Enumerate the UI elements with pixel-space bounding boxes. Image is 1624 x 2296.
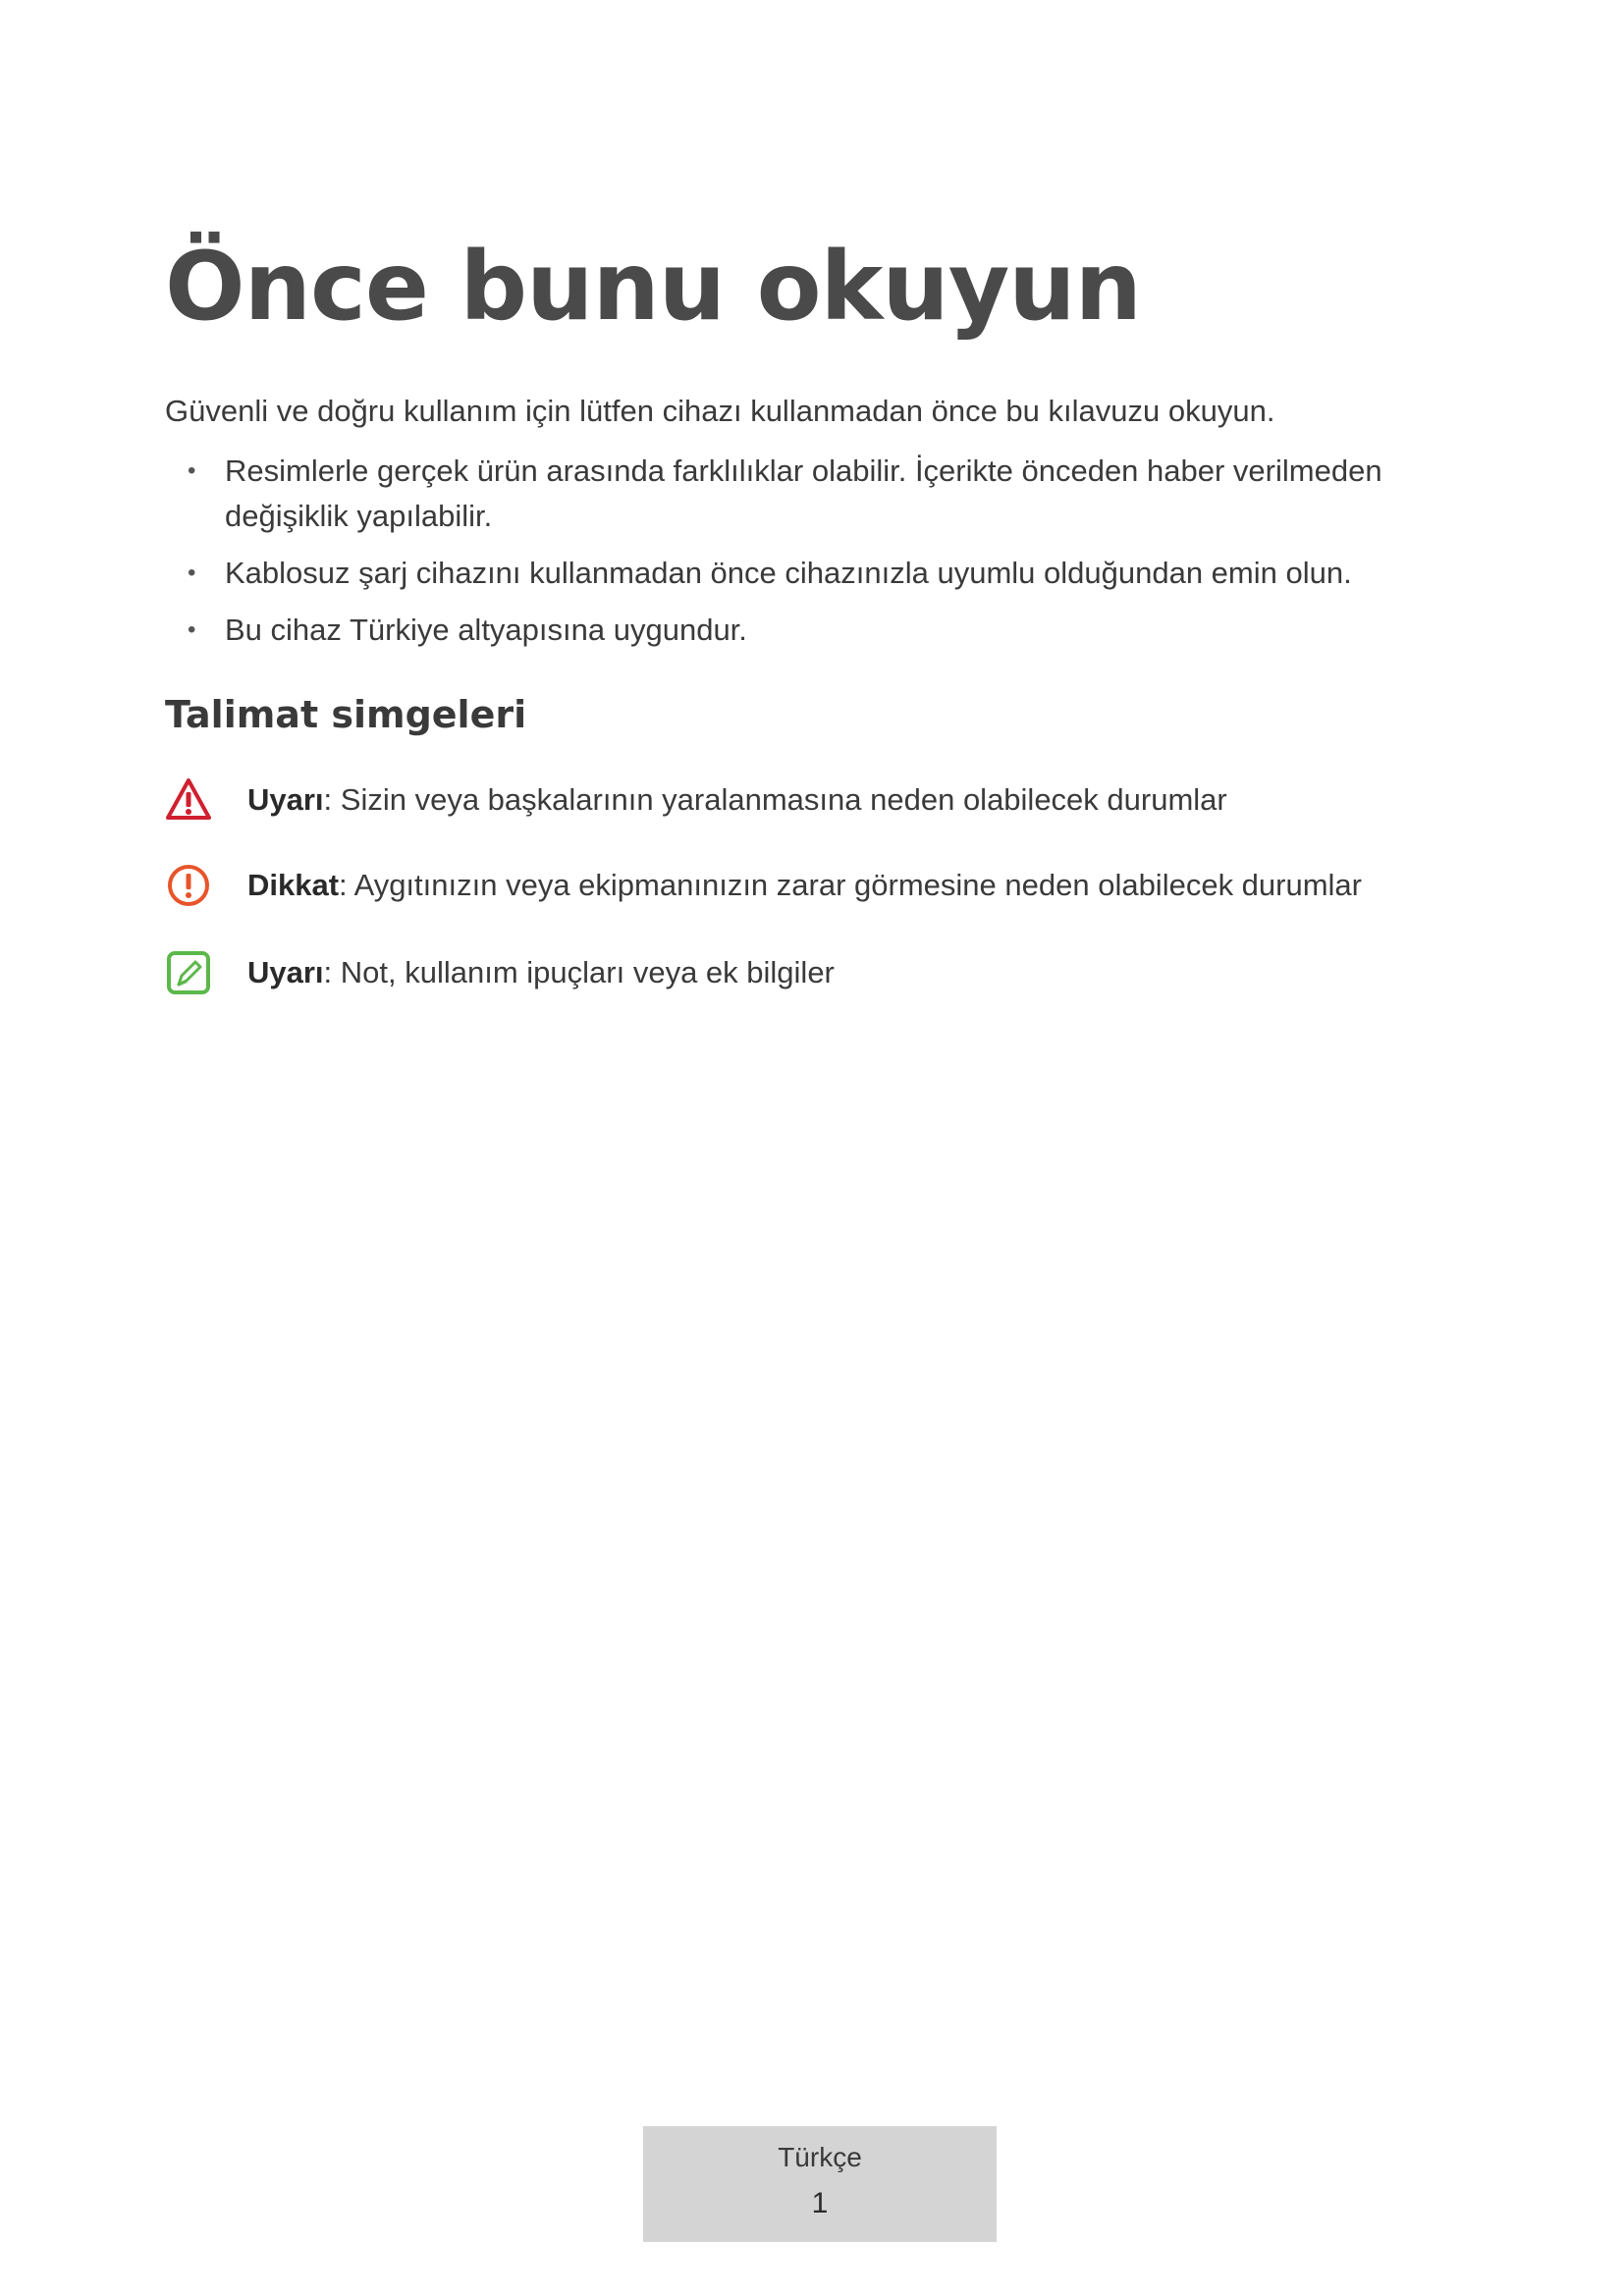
bullet-marker: •: [188, 616, 196, 643]
page-number: 1: [811, 2187, 829, 2219]
bullet-marker: •: [188, 560, 196, 586]
bullet-list: [165, 449, 1461, 665]
intro-paragraph: Güvenli ve doğru kullanım için lütfen cihazı kullanmadan önce bu kılavuzu okuyun.: [165, 394, 1275, 428]
bullet-item: [165, 551, 1461, 596]
bullet-text: Kablosuz şarj cihazını kullanmadan önce cihazınızla uyumlu olduğundan emin olun.: [225, 556, 1352, 590]
footer-language: Türkçe: [778, 2142, 862, 2172]
symbol-description: [247, 952, 835, 993]
symbol-text: Aygıtınızın veya ekipmanınızın zarar görmesine neden olabilecek durumlar: [347, 868, 1362, 902]
symbol-description: [247, 865, 1362, 906]
symbol-description: [247, 779, 1227, 821]
symbol-row-warning: [165, 775, 1441, 825]
symbol-label: Dikkat: [247, 868, 340, 902]
section-heading: Talimat simgeleri: [165, 693, 527, 736]
symbol-separator: :: [323, 782, 333, 817]
symbol-row-caution: [165, 861, 1441, 910]
bullet-text: Bu cihaz Türkiye altyapısına uygundur.: [225, 613, 747, 647]
symbol-label: Uyarı: [247, 955, 324, 989]
symbol-separator: :: [339, 868, 348, 902]
warning-triangle-icon: [165, 776, 212, 824]
bullet-item: [165, 449, 1461, 539]
symbol-row-note: [165, 948, 1441, 997]
bullet-text: Resimlerle gerçek ürün arasında farklılıklar olabilir. İçerikte önceden haber verilmeden değişiklik yapılabilir.: [225, 454, 1382, 533]
symbol-text: Sizin veya başkalarının yaralanmasına neden olabilecek durumlar: [332, 782, 1227, 817]
caution-circle-icon: [165, 862, 212, 909]
bullet-item: [165, 608, 1461, 653]
bullet-marker: •: [188, 457, 196, 484]
note-pencil-icon: [165, 949, 212, 996]
symbol-text: Not, kullanım ipuçları veya ek bilgiler: [332, 955, 835, 989]
symbol-label: Uyarı: [247, 782, 324, 817]
page-footer: [643, 2126, 997, 2242]
page-title: Önce bunu okuyun: [165, 232, 1141, 342]
symbol-separator: :: [323, 955, 333, 989]
